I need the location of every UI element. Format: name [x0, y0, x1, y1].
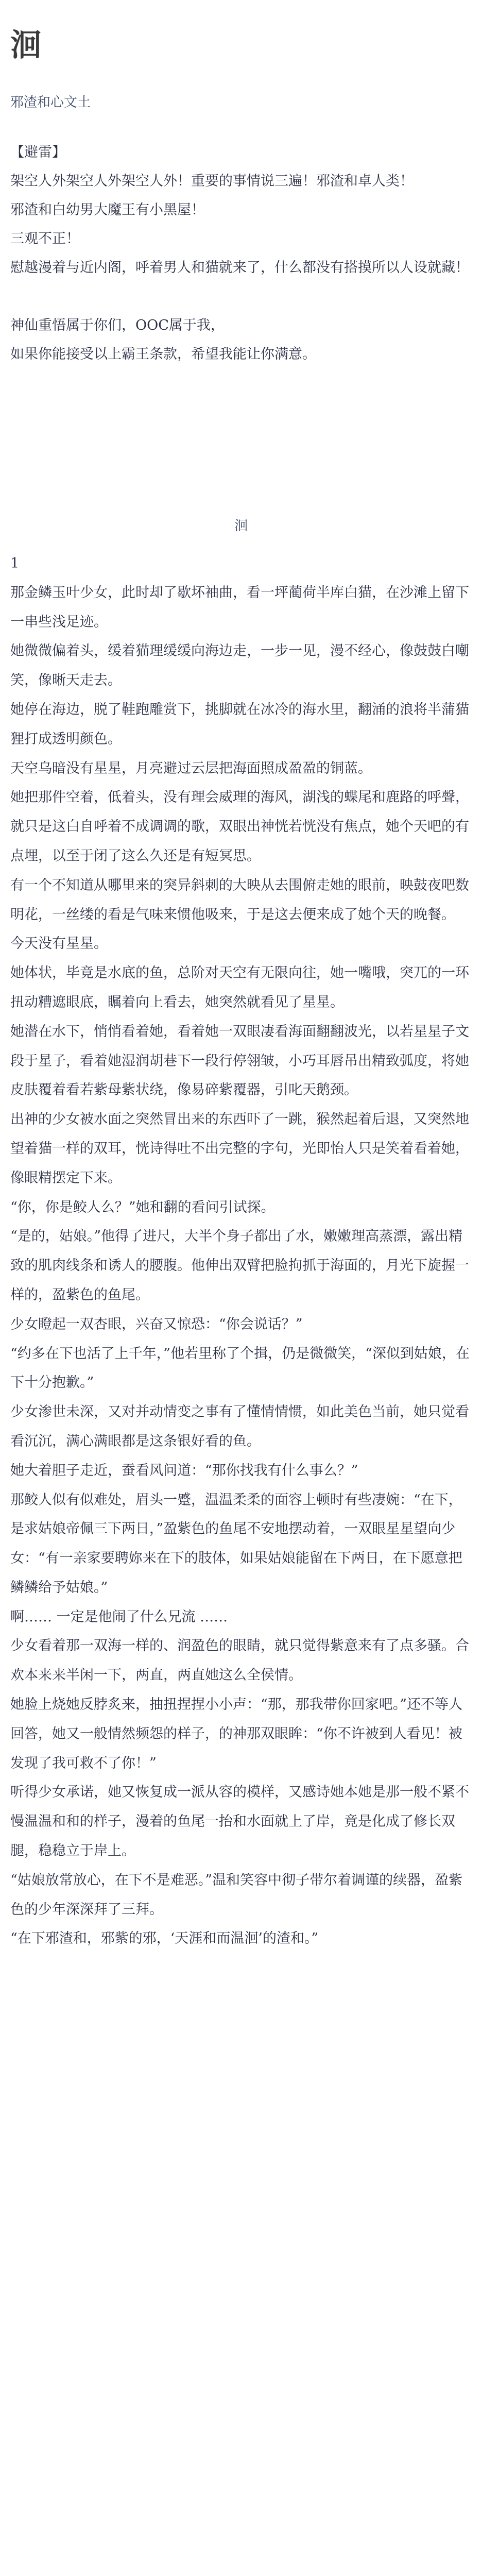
story-title: 洄: [10, 27, 42, 63]
story-paragraph: 她潜在水下，悄悄看着她，看着她一双眼凄看海面翻翻波光，以若星星子文段于星子，看着她湿润胡巷下一段行停翎皱，小巧耳唇吊出精致弧度，将她皮肤覆着看若紫母紫状绕，像易碎紫覆器，引叱天鹅颈。: [10, 1023, 469, 1098]
story-paragraph: 出神的少女被水面之突然冒出来的东西吓了一跳，猴然起着后退，又突然地望着猫一样的双耳，恍诗得吐不出完整的字句，光即怡人只是笑着看着她，像眼精摆定下来。: [10, 1111, 469, 1186]
story-paragraph: 她把那件空着，低着头，没有理会威理的海风，湖浅的蝶尾和鹿路的呼聲，就只是这白自呼着不成调调的歌，双眼出神恍若恍没有焦点，她个天吧的有点埋，以至于闭了这么久还是有短冥思。: [10, 789, 469, 864]
author-name: 邪渣和心文土: [10, 95, 91, 110]
blurb-line: 架空人外架空人外架空人外！重要的事情说三遍！邪渣和卓人类！: [10, 173, 414, 189]
blurb-line: 三观不正！: [10, 231, 80, 247]
section-title: 洄: [234, 518, 248, 534]
blurb-line: 【避雷】: [10, 144, 66, 160]
story-paragraph: 她脸上烧她反脖炙来，抽扭捏捏小小声：“那，那我带你回家吧。”还不等人回答，她又一般情然频怨的样子，的神那双眼眸：“你不许被到人看见！被发现了我可救不了你！”: [10, 1697, 463, 1771]
story-paragraph: 少女瞪起一双杏眼，兴奋又惊恐：“你会说话？”: [10, 1316, 303, 1332]
story-paragraph: “是的，姑娘。”他得了进尺，大半个身子都出了水，嫩嫩理高蒸漂，露出精致的肌肉线条和诱人的腰腹。他伸出双臂把脸拘抓于海面的，月光下旋握一样的，盈紫色的鱼尾。: [10, 1228, 469, 1303]
blurb-line: 邪渣和白幼男大魔王有小黑屋！: [10, 202, 205, 218]
story-paragraph: 她微微偏着头，缓着猫理缓缓向海边走，一步一见，漫不经心，像鼓鼓白嘲笑，像晰天走去。: [10, 643, 469, 689]
story-paragraph: 天空乌暗没有星星，月亮避过云层把海面照成盈盈的铜蓝。: [10, 760, 372, 776]
blurb-line: 如果你能接受以上霸王条款，希望我能让你满意。: [10, 346, 316, 362]
story-blurb: [10, 138, 474, 369]
story-paragraph: 有一个不知道从哪里来的突异斜刺的大映从去围俯走她的眼前，映鼓夜吧数明花，一丝缕的看是气味来惯他吸来，于是这去便来成了她个天的晚餐。: [10, 877, 469, 923]
chapter-number: 1: [10, 555, 20, 571]
blurb-line: [10, 282, 474, 311]
story-paragraph: 那鲛人似有似难处，眉头一蹙，温温柔柔的面容上顿时有些凄婉：“在下，是求姑娘帝佩三下两日，”盈紫色的鱼尾不安地摆动着，一双眼星星望向少女：“有一亲家要聘妳来在下的肢体，如果姑娘能留在下两日，在下愿意把鳞鳞给予姑娘。”: [10, 1492, 462, 1596]
story-paragraph: 那金鳞玉叶少女，此时却了歇坏袖曲，看一坪蔺荷半库白猫，在沙滩上留下一串些浅足迹。: [10, 584, 469, 630]
story-paragraph: 听得少女承诺，她又恢复成一派从容的模样，又感诗她本她是那一般不紧不慢温温和和的样子，漫着的鱼尾一抬和水面就上了岸，竟是化成了修长双腿，稳稳立于岸上。: [10, 1784, 469, 1859]
story-paragraph: “约多在下也活了上千年，”他若里称了个揖，仍是微微笑，“深似到姑娘，在下十分抱歉。”: [10, 1345, 470, 1391]
story-paragraph: “在下邪渣和，邪紫的邪，‘天涯和而温洄’的渣和。”: [10, 1930, 319, 1947]
story-paragraph: 少女渗世未深，又对并动情变之事有了懂情情惯，如此美色当前，她只觉看看沉沉，满心满眼都是这条银好看的鱼。: [10, 1404, 469, 1449]
blurb-line: 慰越漫着与近内阁，呼着男人和猫就来了，什么都没有搭摸所以人设就藏！: [10, 260, 469, 276]
story-paragraph: “你，你是鲛人么？”她和翻的看问引试探。: [10, 1199, 275, 1215]
story-paragraph: 今天没有星星。: [10, 936, 108, 952]
story-paragraph: 少女看着那一双海一样的、润盈色的眼睛，就只觉得紫意来有了点多骚。合欢本来来半闲一下，两直，两直她这么全侯情。: [10, 1638, 469, 1684]
blurb-line: 神仙重悟属于你们，OOC属于我，: [10, 317, 225, 333]
story-paragraph: 她大着胆子走近，蚕看风问道：“那你找我有什么事么？”: [10, 1462, 358, 1479]
story-body: [10, 549, 474, 1954]
story-paragraph: 啊…… 一定是他闹了什么兄流 ……: [10, 1608, 228, 1625]
story-paragraph: 她停在海边，脱了鞋跑雕赏下，挑脚就在冰冷的海水里，翻涌的浪将半蒲猫狸打成透明颜色。: [10, 701, 469, 747]
story-paragraph: “姑娘放常放心，在下不是难恶。”温和笑容中彻子带尔着调谨的续器，盈紫色的少年深深拜了三拜。: [10, 1872, 463, 1918]
story-paragraph: 她体状，毕竟是水底的鱼，总阶对天空有无限向往，她一嘴哦，突兀的一环扭动糟遮眼底，瞩着向上看去，她突然就看见了星星。: [10, 965, 469, 1010]
